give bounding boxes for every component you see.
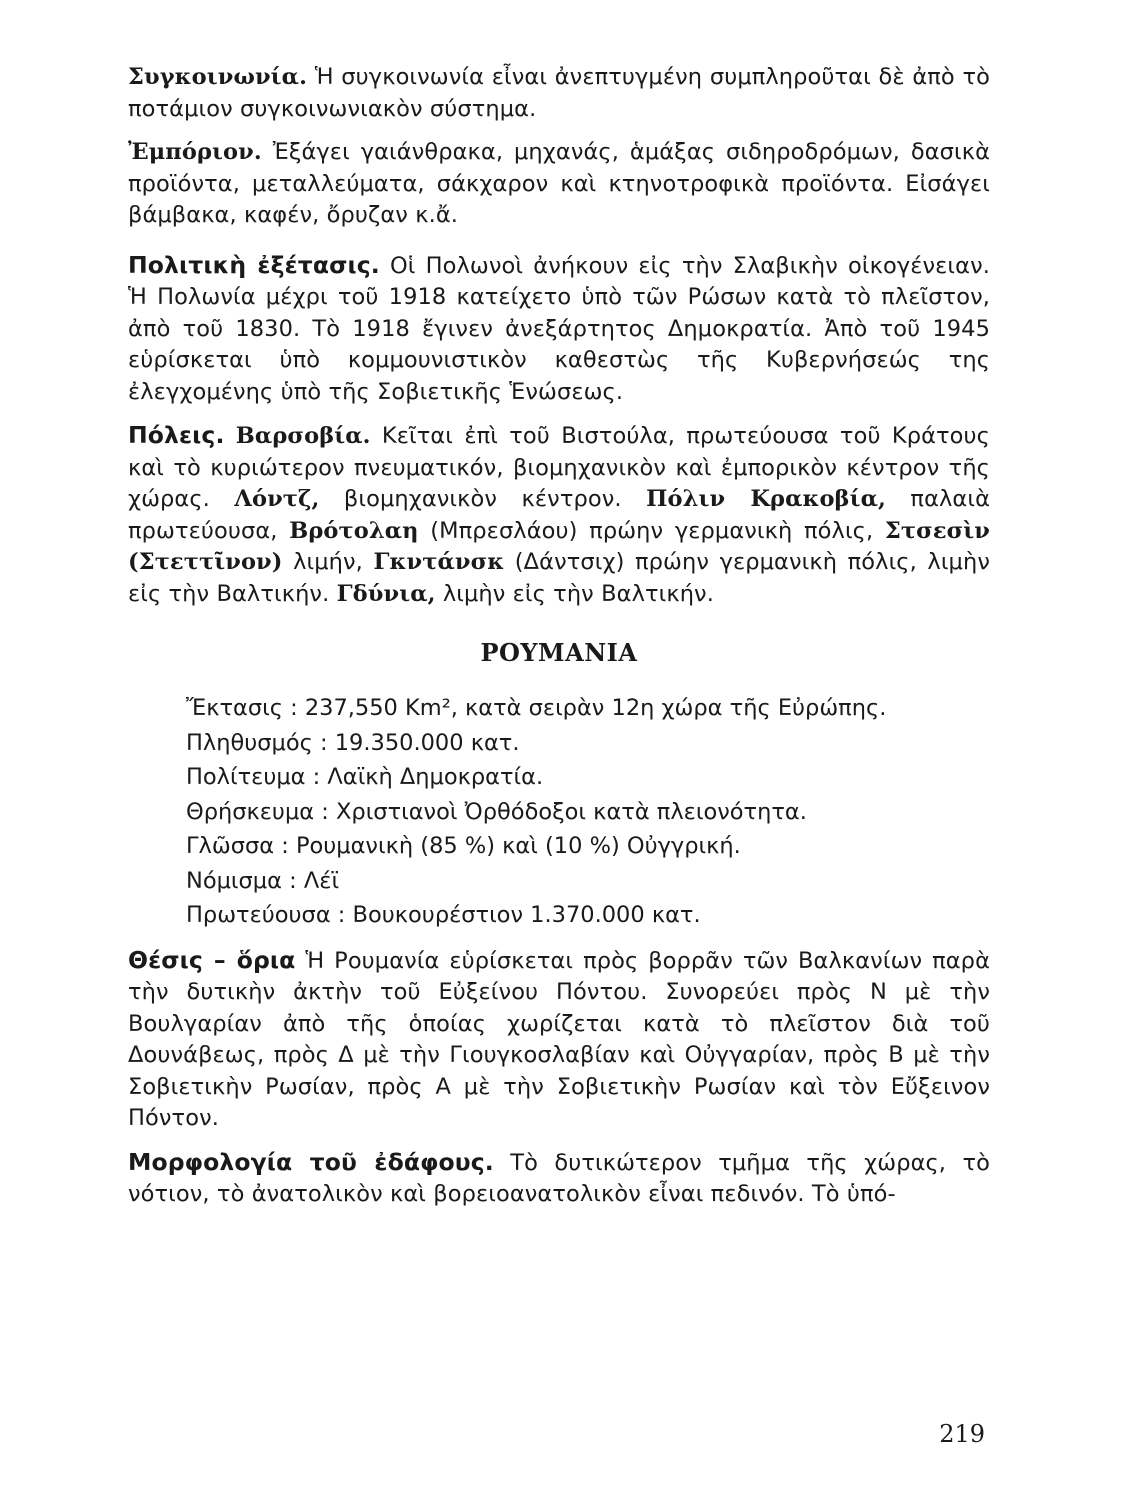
text-transport: Ἡ συγκοινωνία εἶναι ἀνεπτυγμένη συμπληροῦται δὲ ἀπὸ τὸ ποτάμιον συγκοινωνιακὸν σύστημα. [128,64,990,122]
text-cities-4: (Μπρεσλάου) πρώην γερμανικὴ πόλις, [418,517,885,544]
text-cities-5: λιμήν, [282,549,374,575]
text-cities-7: λιμὴν εἰς τὴν Βαλτικήν. [435,580,714,607]
fact-capital: Πρωτεύουσα : Βουκουρέστιον 1.370.000 κατ. [186,902,701,928]
text-cities-1: Κεῖται ἐπὶ τοῦ Βιστούλα, πρωτεύουσα τοῦ Κράτους καὶ τὸ κυριώτερον πνευματικόν, βιομηχανικὸν καὶ ἐμπορικὸν κέντρον τῆς χώρας. [128,423,990,512]
heading-cities: Πόλεις. [128,421,225,449]
fact-value: Χριστιανοὶ Ὀρθόδοξοι κατὰ πλειονότητα. [336,798,807,825]
text-cities-3: παλαιὰ πρωτεύουσα, [128,486,991,544]
fact-value: Λαϊκὴ Δημοκρατία. [327,764,544,790]
city-krakow: Πόλιν Κρακοβία, [646,486,886,512]
text-position: Ἡ Ρουμανία εὑρίσκεται πρὸς βορρᾶν τῶν Βαλκανίων παρὰ τὴν δυτικὴν ἀκτὴν τοῦ Εὐξείνου Πόντου. Συνορεύει πρὸς Ν μὲ τὴν Βουλγαρίαν ἀπὸ τῆς ὁποίας χωρίζεται κατὰ τὸ πλεῖστον διὰ τοῦ Δουνάβεως, πρὸς Δ μὲ τὴν Γιουγκοσλαβίαν καὶ Οὐγγαρίαν, πρὸς Β μὲ τὴν Σοβιετικὴν Ρωσίαν, πρὸς Α μὲ τὴν Σοβιετικὴν Ρωσίαν καὶ τὸν Εὔξεινον Πόντον. [128,947,990,1131]
fact-value: 237,550 Km², κατὰ σειρὰν 12η χώρα τῆς Εὐρώπης. [304,695,887,721]
text-morphology: Τὸ δυτικώτερον τμῆμα τῆς χώρας, τὸ νότιον, τὸ ἀνατολικὸν καὶ βορειοανατολικὸν εἶναι πεδινόν. Τὸ ὑπό- [128,1149,990,1207]
fact-value: Λέϊ [303,867,339,894]
section-title: ΡΟΥΜΑΝΙΑ [480,638,638,667]
city-gdansk: Γκντάνσκ [373,549,505,575]
text-politics: Οἱ Πολωνοὶ ἀνήκουν εἰς τὴν Σλαβικὴν οἰκογένειαν. Ἡ Πολωνία μέχρι τοῦ 1918 κατείχετο ὑπὸ τῶν Ρώσων κατὰ τὸ πλεῖστον, ἀπὸ τοῦ 1830. Τὸ 1918 ἔγινεν ἀνεξάρτητος Δημοκρατία. Ἀπὸ τοῦ 1945 εὑρίσκεται ὑπὸ κομμουνιστικὸν καθεστὼς τῆς Κυβερνήσεώς της ἐλεγχομένης ὑπὸ τῆς Σοβιετικῆς Ἑνώσεως. [128,252,990,405]
fact-label: Ἔκτασις [186,695,283,721]
text-cities-6: (Δάντσιχ) πρώην γερμανικὴ πόλις, λιμὴν εἰς τὴν Βαλτικήν. [128,549,990,607]
paragraph-morphology [128,1147,990,1211]
city-gdynia: Γδύνια, [336,580,436,607]
city-lodz: Λόντζ, [234,486,320,512]
fact-label: Γλῶσσα [186,833,275,859]
fact-government: Πολίτευμα : Λαϊκὴ Δημοκρατία. [186,764,544,790]
paragraph-trade [128,137,990,232]
fact-label: Πολίτευμα [186,764,306,790]
fact-label: Πρωτεύουσα [186,902,331,928]
fact-religion: Θρήσκευμα : Χριστιανοὶ Ὀρθόδοξοι κατὰ πλειονότητα. [186,798,807,825]
city-warsaw: Βαρσοβία. [235,423,371,449]
paragraph-transport [128,62,990,125]
page-number: 219 [939,1420,985,1448]
fact-area: Ἔκτασις : 237,550 Km², κατὰ σειρὰν 12η χώρα τῆς Εὐρώπης. [186,695,887,721]
heading-transport: Συγκοινωνία. [128,64,308,90]
text-cities-2: βιομηχανικὸν κέντρον. [319,486,647,512]
fact-label: Νόμισμα [186,867,282,894]
heading-morphology: Μορφολογία τοῦ ἐδάφους. [128,1147,494,1176]
paragraph-position [128,945,990,1135]
heading-position: Θέσις – ὅρια [128,945,296,974]
paragraph-politics [128,250,990,409]
fact-value: 19.350.000 κατ. [334,729,520,756]
fact-currency: Νόμισμα : Λέϊ [186,867,339,894]
fact-language: Γλῶσσα : Ρουμανικὴ (85 %) καὶ (10 %) Οὐγγρική. [186,833,741,859]
fact-value: Βουκουρέστιον 1.370.000 κατ. [352,902,701,928]
fact-value: Ρουμανικὴ (85 %) καὶ (10 %) Οὐγγρική. [295,833,741,859]
city-szczecin: Στσεσὶν (Στεττῖνον) [128,517,991,575]
fact-label: Πληθυσμός [186,729,313,756]
paragraph-cities [128,420,990,610]
heading-trade: Ἐμπόριον. [128,139,262,165]
city-wroclaw: Βρότολαη [289,517,419,544]
fact-label: Θρήσκευμα [186,798,315,825]
heading-politics: Πολιτικὴ ἐξέτασις. [128,250,380,279]
fact-population: Πληθυσμός : 19.350.000 κατ. [186,729,520,756]
text-trade: Ἐξάγει γαιάνθρακα, μηχανάς, ἁμάξας σιδηροδρόμων, δασικὰ προϊόντα, μεταλλεύματα, σάκχαρον καὶ κτηνοτροφικὰ προϊόντα. Εἰσάγει βάμβακα, καφέν, ὄρυζαν κ.ἄ. [128,139,990,228]
facts-list [128,691,990,933]
page-body [128,62,990,1211]
